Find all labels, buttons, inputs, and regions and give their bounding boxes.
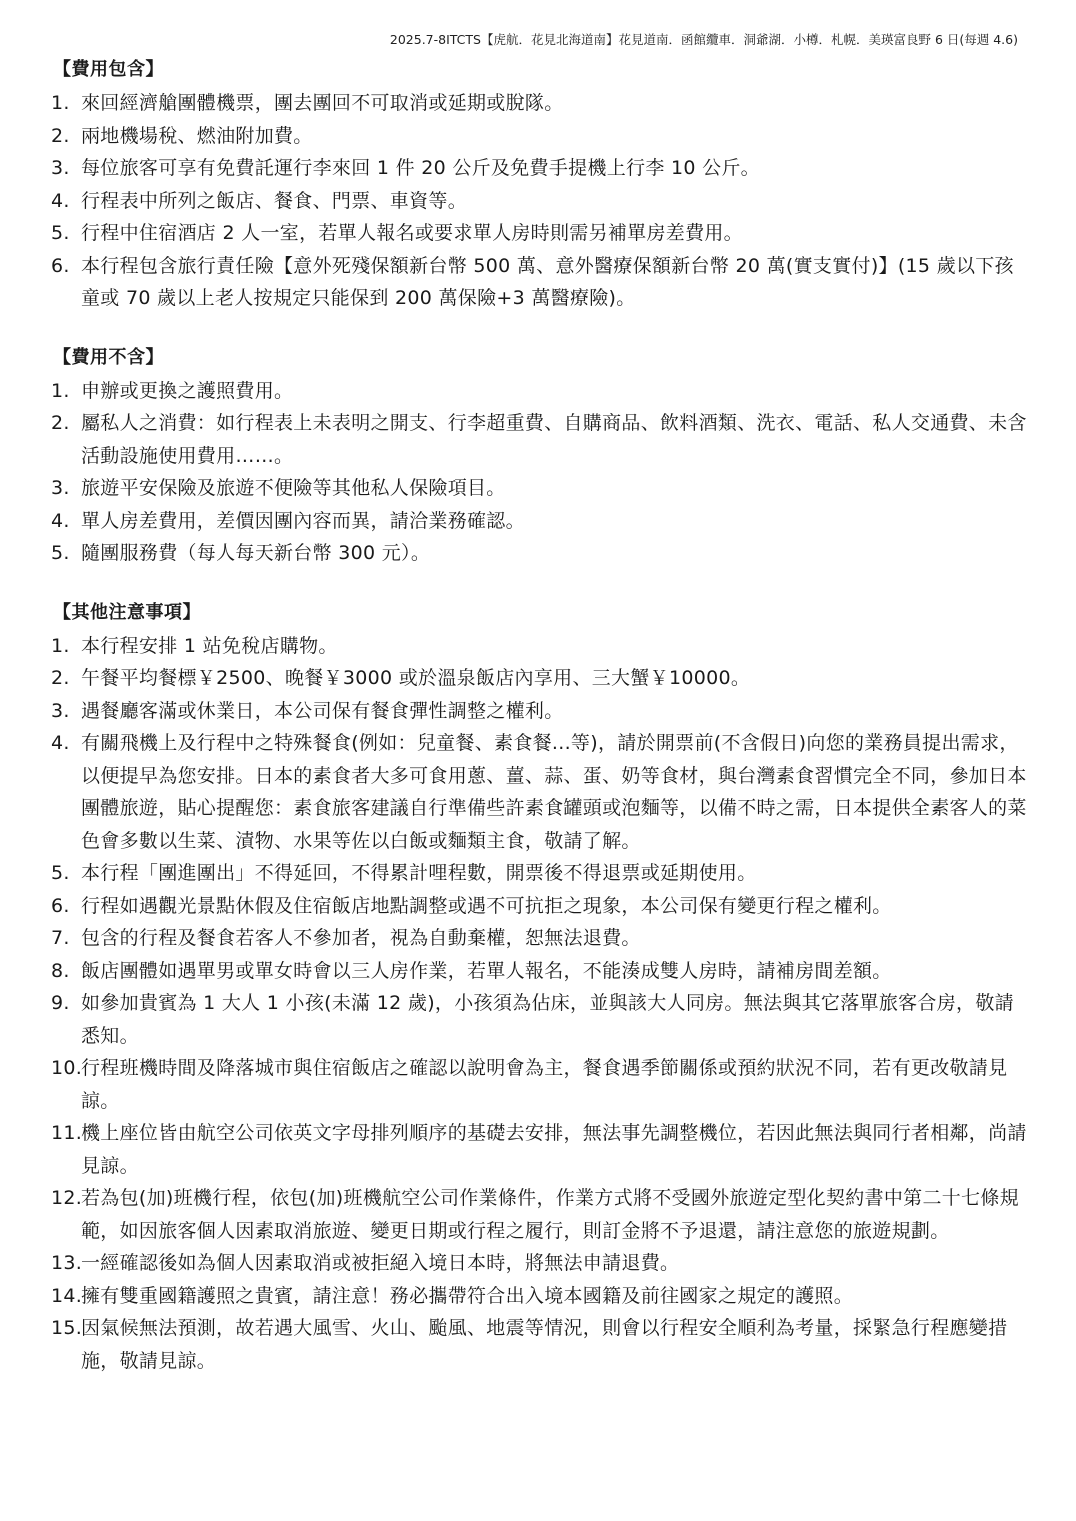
list-item xyxy=(51,1312,1031,1377)
list-item xyxy=(51,890,1031,923)
item-number: 1. xyxy=(51,92,70,114)
item-number: 5. xyxy=(51,862,70,884)
item-text: 來回經濟艙團體機票，團去團回不可取消或延期或脫隊。 xyxy=(81,92,564,114)
document-body xyxy=(51,55,1031,1405)
item-text: 兩地機場稅、燃油附加費。 xyxy=(81,124,313,147)
item-number: 5. xyxy=(51,222,70,244)
item-number: 15. xyxy=(51,1317,83,1339)
section-title: 【其他注意事項】 xyxy=(53,601,201,623)
item-number: 7. xyxy=(51,927,70,949)
list-item xyxy=(51,857,1031,890)
item-number: 10. xyxy=(51,1057,83,1079)
list-item xyxy=(51,375,1031,408)
section-title: 【費用包含】 xyxy=(53,59,164,80)
item-text: 因氣候無法預測，故若遇大風雪、火山、颱風、地震等情況，則會以行程安全順利為考量，採緊急行程應變措施，敬請見諒。 xyxy=(81,1317,1008,1372)
list-item xyxy=(51,537,1031,570)
item-text: 飯店團體如遇單男或單女時會以三人房作業，若單人報名，不能湊成雙人房時，請補房間差額。 xyxy=(81,959,892,982)
list-item xyxy=(51,1247,1031,1280)
item-text: 午餐平均餐標￥2500、晚餐￥3000 或於溫泉飯店內享用、三大蟹￥10000。 xyxy=(81,667,751,689)
item-number: 1. xyxy=(51,634,70,657)
item-number: 3. xyxy=(51,157,70,179)
item-text: 機上座位皆由航空公司依英文字母排列順序的基礎去安排，無法事先調整機位，若因此無法與同行者相鄰，尚請見諒。 xyxy=(81,1122,1027,1177)
item-number: 3. xyxy=(51,699,70,722)
item-number: 4. xyxy=(51,509,70,532)
item-list xyxy=(51,87,1031,315)
list-item xyxy=(51,1280,1031,1313)
list-item xyxy=(51,152,1031,185)
item-number: 12. xyxy=(51,1187,83,1209)
list-item xyxy=(51,955,1031,988)
item-number: 2. xyxy=(51,124,70,147)
item-number: 11. xyxy=(51,1122,83,1144)
list-item xyxy=(51,87,1031,120)
item-text: 本行程包含旅行責任險【意外死殘保額新台幣 500 萬、意外醫療保額新台幣 20 萬(實支實付)】(15 歲以下孩童或 70 歲以上老人按規定只能保到 200 萬保險+3 萬醫療險)。 xyxy=(81,254,1014,309)
list-item xyxy=(51,1117,1031,1182)
list-item xyxy=(51,987,1031,1052)
item-number: 9. xyxy=(51,992,70,1014)
item-text: 擁有雙重國籍護照之貴賓，請注意！務必攜帶符合出入境本國籍及前往國家之規定的護照。 xyxy=(81,1284,854,1307)
list-item xyxy=(51,662,1031,695)
section-other-notes xyxy=(51,598,1031,1378)
list-item xyxy=(51,630,1031,663)
document-header: 2025.7-8ITCTS【虎航．花見北海道南】花見道南．函館纜車．洞爺湖．小樽．札幌．美瑛富良野 6 日(每週 4.6) xyxy=(389,32,1018,47)
list-item xyxy=(51,250,1031,315)
list-item xyxy=(51,695,1031,728)
item-number: 13. xyxy=(51,1252,83,1274)
list-item xyxy=(51,1182,1031,1247)
item-text: 遇餐廳客滿或休業日，本公司保有餐食彈性調整之權利。 xyxy=(81,699,564,722)
item-number: 3. xyxy=(51,477,70,499)
section-fees-included xyxy=(51,55,1031,315)
item-text: 如參加貴賓為 1 大人 1 小孩(未滿 12 歲)，小孩須為佔床，並與該大人同房。無法與其它落單旅客合房，敬請悉知。 xyxy=(81,992,1014,1047)
item-list xyxy=(51,630,1031,1378)
list-item xyxy=(51,472,1031,505)
list-item xyxy=(51,120,1031,153)
item-number: 6. xyxy=(51,254,70,277)
item-text: 旅遊平安保險及旅遊不便險等其他私人保險項目。 xyxy=(81,477,506,499)
item-text: 隨團服務費（每人每天新台幣 300 元）。 xyxy=(81,542,431,564)
section-fees-excluded xyxy=(51,343,1031,570)
item-text: 本行程安排 1 站免稅店購物。 xyxy=(81,634,338,657)
item-list xyxy=(51,375,1031,570)
list-item xyxy=(51,185,1031,218)
item-text: 每位旅客可享有免費託運行李來回 1 件 20 公斤及免費手提機上行李 10 公斤。 xyxy=(81,157,760,179)
section-title: 【費用不含】 xyxy=(53,346,164,368)
item-number: 2. xyxy=(51,412,70,434)
item-number: 4. xyxy=(51,189,70,212)
list-item xyxy=(51,407,1031,472)
list-item xyxy=(51,217,1031,250)
item-number: 6. xyxy=(51,894,70,917)
list-item xyxy=(51,922,1031,955)
item-number: 14. xyxy=(51,1284,83,1307)
item-text: 包含的行程及餐食若客人不參加者，視為自動棄權，恕無法退費。 xyxy=(81,927,641,949)
item-text: 行程如遇觀光景點休假及住宿飯店地點調整或遇不可抗拒之現象，本公司保有變更行程之權利。 xyxy=(81,894,892,917)
item-text: 申辦或更換之護照費用。 xyxy=(81,379,294,402)
item-text: 單人房差費用，差價因團內容而異，請洽業務確認。 xyxy=(81,509,525,532)
list-item xyxy=(51,1052,1031,1117)
item-number: 4. xyxy=(51,732,70,754)
item-number: 5. xyxy=(51,542,70,564)
list-item xyxy=(51,505,1031,538)
list-item xyxy=(51,727,1031,857)
item-number: 8. xyxy=(51,959,70,982)
item-text: 一經確認後如為個人因素取消或被拒絕入境日本時，將無法申請退費。 xyxy=(81,1252,680,1274)
item-text: 若為包(加)班機行程，依包(加)班機航空公司作業條件，作業方式將不受國外旅遊定型化契約書中第二十七條規範，如因旅客個人因素取消旅遊、變更日期或行程之履行，則訂金將不予退還，請注意您的旅遊規劃。 xyxy=(81,1187,1019,1242)
item-number: 1. xyxy=(51,379,70,402)
item-text: 行程中住宿酒店 2 人一室，若單人報名或要求單人房時則需另補單房差費用。 xyxy=(81,222,743,244)
item-text: 行程表中所列之飯店、餐食、門票、車資等。 xyxy=(81,189,468,212)
item-text: 屬私人之消費：如行程表上未表明之開支、行李超重費、自購商品、飲料酒類、洗衣、電話、私人交通費、未含活動設施使用費用……。 xyxy=(81,412,1027,467)
item-text: 行程班機時間及降落城市與住宿飯店之確認以說明會為主，餐食遇季節關係或預約狀況不同，若有更改敬請見諒。 xyxy=(81,1057,1008,1112)
item-text: 本行程「團進團出」不得延回，不得累計哩程數，開票後不得退票或延期使用。 xyxy=(81,862,757,884)
item-number: 2. xyxy=(51,667,70,689)
item-text: 有關飛機上及行程中之特殊餐食(例如：兒童餐、素食餐...等)，請於開票前(不含假日)向您的業務員提出需求，以便提早為您安排。日本的素食者大多可食用蔥、薑、蒜、蛋、奶等食材，與台灣素食習慣完全不同，參加日本團體旅遊，貼心提醒您：素食旅客建議自行準備些許素食罐頭或泡麵等，以備不時之需，日本提供全素客人的菜色會多數以生菜、漬物、水果等佐以白飯或麵類主食，敬請了解。 xyxy=(81,732,1027,852)
